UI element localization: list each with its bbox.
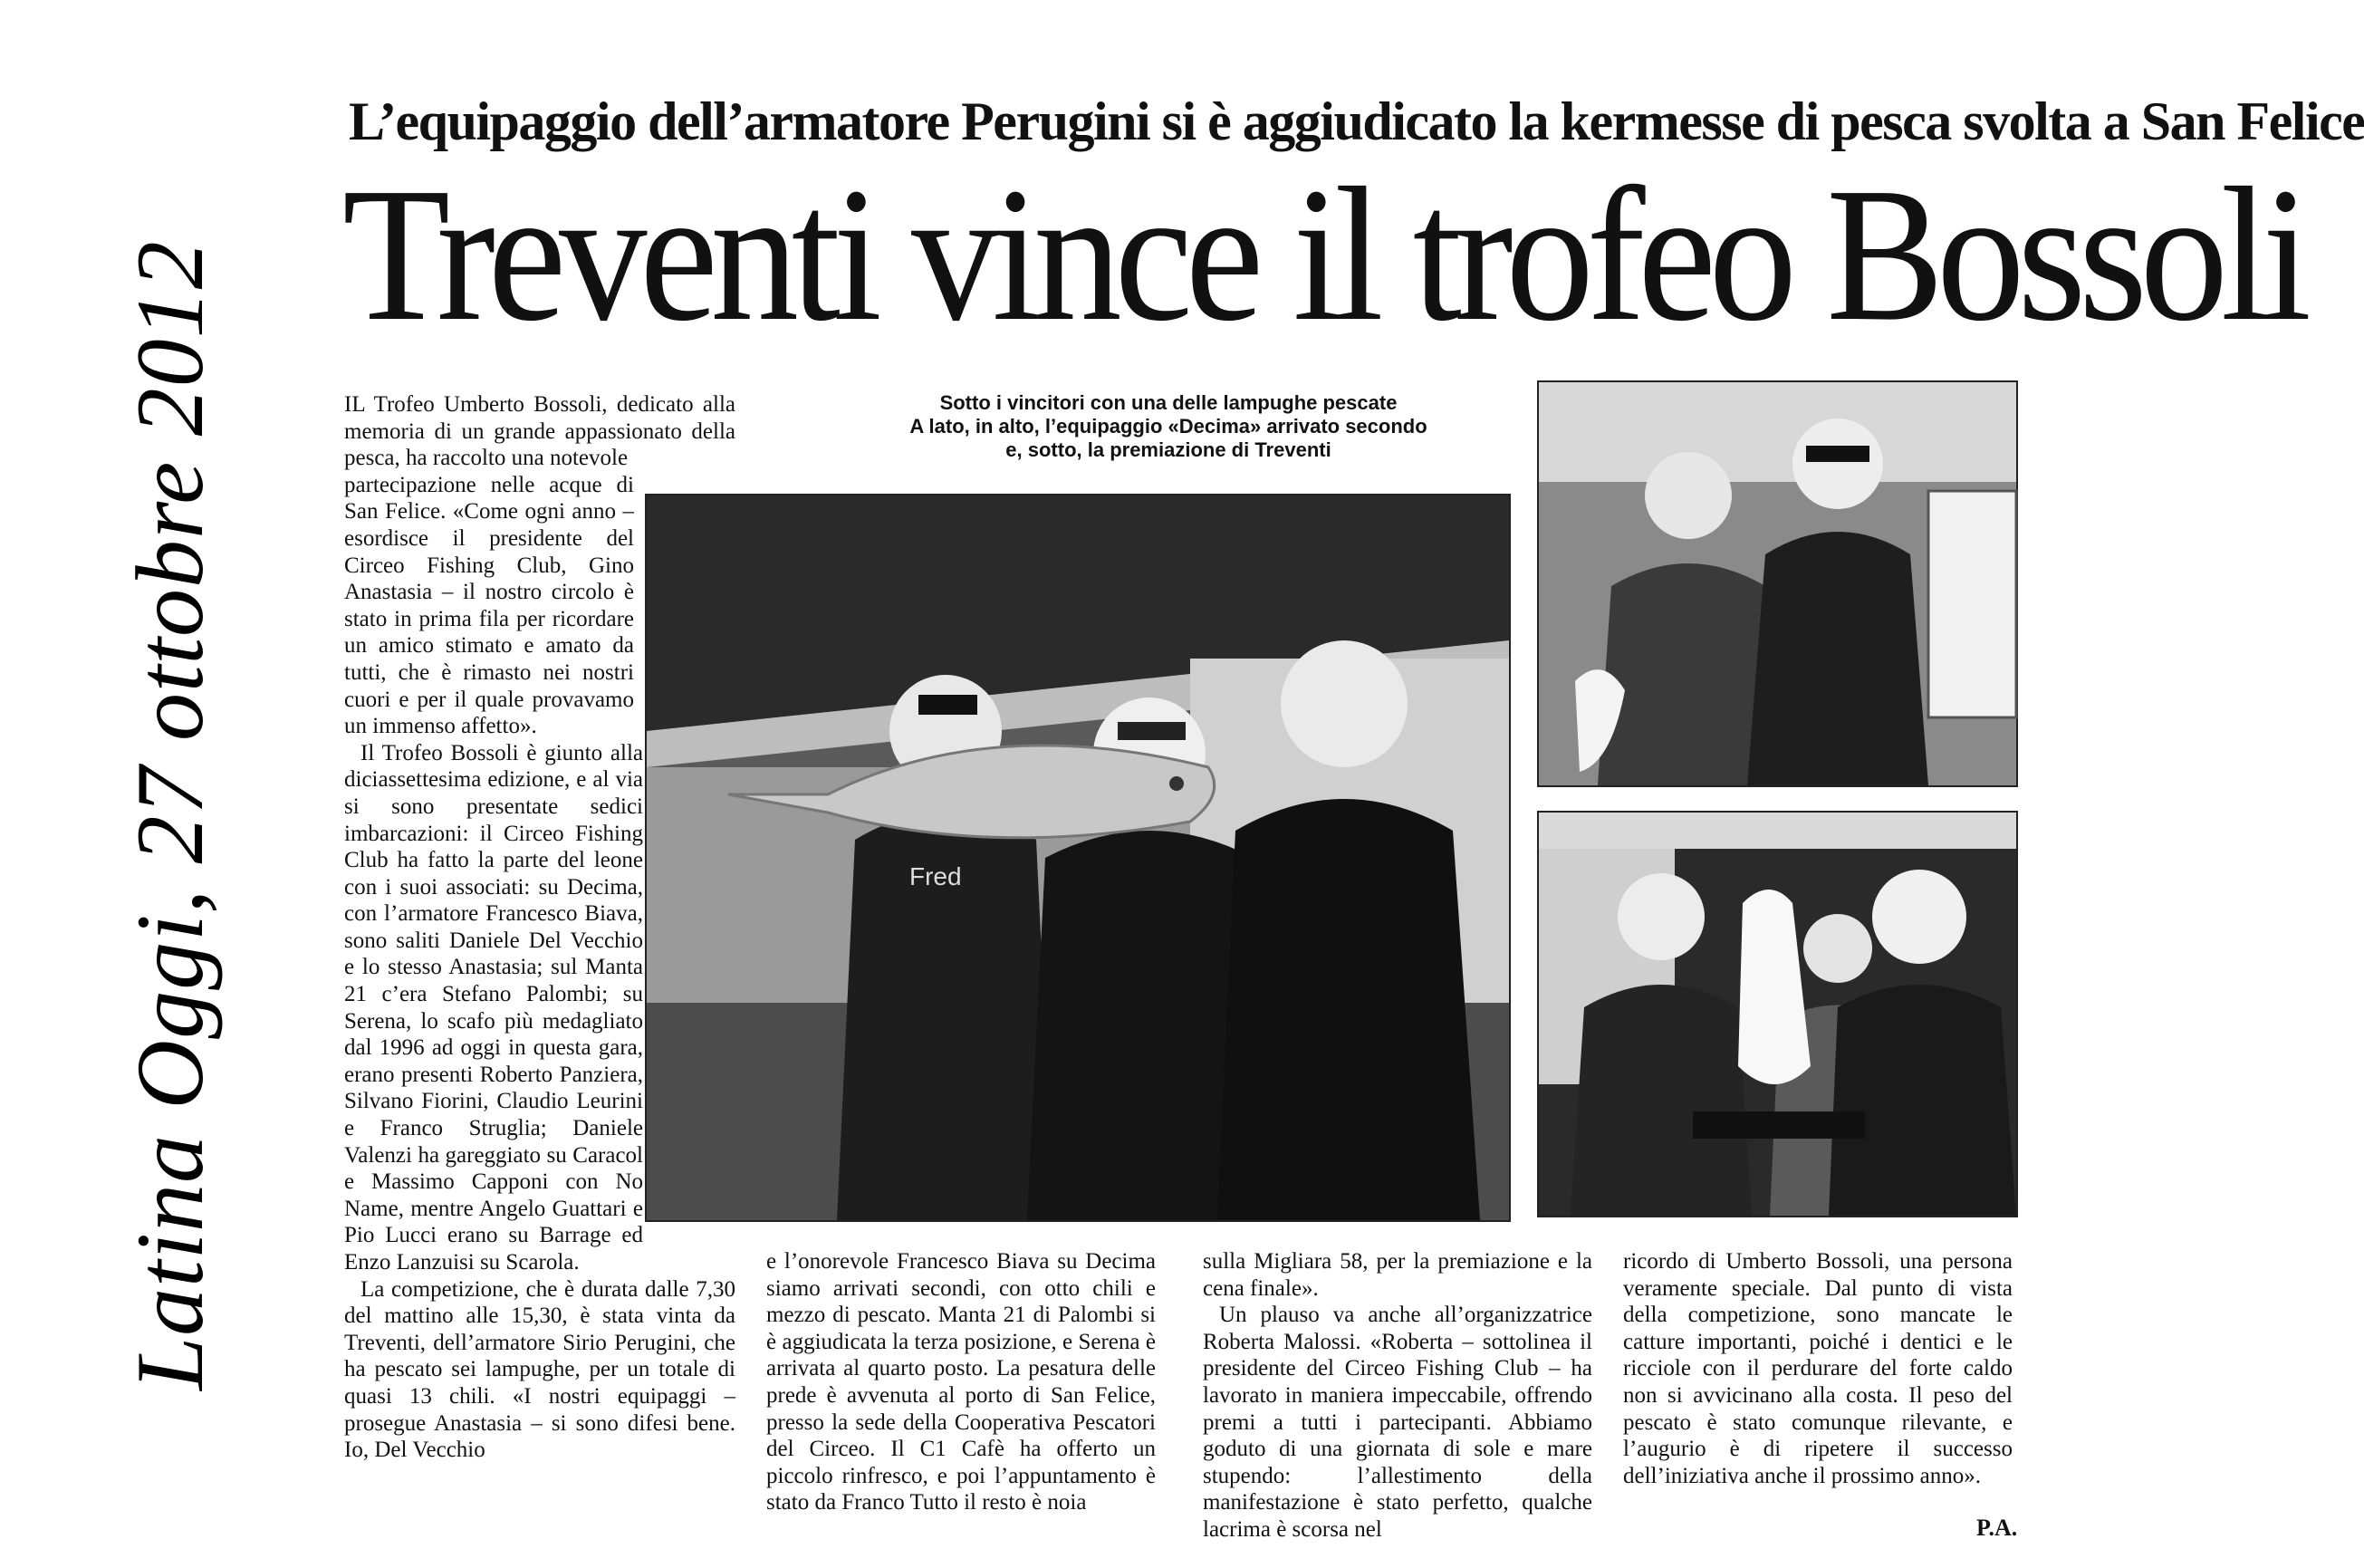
caption-line-3: e, sotto, la premiazione di Treventi xyxy=(1005,438,1331,461)
award-ceremony-image xyxy=(1539,813,2016,1216)
photo-caption xyxy=(815,391,1522,462)
article-headline: Treventi vince il trofeo Bossoli xyxy=(342,148,2304,361)
caption-line-1: Sotto i vincitori con una delle lampughe pescate xyxy=(939,391,1398,414)
crew-decima-photo xyxy=(1537,380,2018,787)
paragraph-participants: Il Trofeo Bossoli è giunto alla diciassettesima edizione, e al via si sono presentate sedici imbarcazioni: il Circeo Fishing Club ha fatto la parte del leone con i suoi associati: su Decima, con l’armatore Francesco Biava, sono saliti Daniele Del Vecchio e lo stesso Anastasia; sul Manta 21 c’era Stefano Palombi; su Serena, lo scafo più medagliato dal 1996 ad oggi in questa gara, erano presenti Roberto Panziera, Silvano Fiorini, Claudio Leurini e Franco Struglia; Daniele Valenzi ha gareggiato su Caracol e Massimo Capponi con No Name, mentre Angelo Guattari e Pio Lucci erano su Barrage ed Enzo Lanzuisi su Scarola. xyxy=(344,740,643,1275)
source-date-label: Latina Oggi, 27 ottobre 2012 xyxy=(117,240,223,1390)
paragraph-closing: ricordo di Umberto Bossoli, una persona veramente speciale. Dal punto di vista della competizione, sono mancate le catture importanti, poiché i dentici e le ricciole con il perdurare del forte caldo non si avvicinano alla costa. Il peso del pescato è stato comunque rilevante, e l’augurio è di ripetere il successo dell’iniziativa anche il prossimo anno». xyxy=(1623,1249,2013,1488)
paragraph-organizer: Un plauso va anche all’organizzatrice Roberta Malossi. «Roberta – sottolinea il presidente del Circeo Fishing Club – ha lavorato in maniera impeccabile, offrendo premi a tutti i partecipanti. Abbiamo goduto di una giornata di sole e mare stupendo: l’allestimento della manifestazione è stato perfetto, qualche lacrima è scorsa nel xyxy=(1203,1303,1592,1542)
author-byline: P.A. xyxy=(1976,1515,2018,1541)
winners-photo xyxy=(645,494,1511,1222)
winners-photo-image xyxy=(647,495,1509,1220)
award-ceremony-photo xyxy=(1537,811,2018,1217)
article-column-2 xyxy=(766,1248,1156,1516)
paragraph-intro-b: partecipazione nelle acque di San Felice. «Come ogni anno – esordisce il presidente del Circeo Fishing Club, Gino Anastasia – il nostro circolo è stato in prima fila per ricordare un amico stimato e amato da tutti, che è rimasto nei nostri cuori e per il quale provavamo un immenso affetto». xyxy=(344,472,634,739)
vertical-source-margin xyxy=(0,0,308,1568)
paragraph-intro-a: IL Trofeo Umberto Bossoli, dedicato alla memoria di un grande appassionato della pesca, ha raccolto una notevole xyxy=(344,392,735,471)
article-kicker: L’equipaggio dell’armatore Perugini si è aggiudicato la kermesse di pesca svolta a San Felice xyxy=(349,91,2364,151)
caption-line-2: A lato, in alto, l’equipaggio «Decima» arrivato secondo xyxy=(909,415,1427,438)
paragraph-results: e l’onorevole Francesco Biava su Decima siamo arrivati secondi, con otto chili e mezzo di pescato. Manta 21 di Palombi si è aggiudicata la terza posizione, e Serena è arrivata al quarto posto. La pesatura delle prede è avvenuta al porto di San Felice, presso la sede della Cooperativa Pescatori del Circeo. Il C1 Cafè ha offerto un piccolo rinfresco, e poi l’appuntamento è stato da Franco Tutto il resto è noia xyxy=(766,1249,1156,1515)
shirt-logo-text: Fred xyxy=(909,862,962,890)
paragraph-dinner: sulla Migliara 58, per la premiazione e la cena finale». xyxy=(1203,1249,1592,1301)
crew-decima-image xyxy=(1539,382,2016,785)
article-column-3 xyxy=(1203,1248,1592,1544)
paragraph-competition: La competizione, che è durata dalle 7,30 del mattino alle 15,30, è stata vinta da Treventi, dell’armatore Sirio Perugini, che ha pescato sei lampughe, per un totale di quasi 13 chili. «I nostri equipaggi – prosegue Anastasia – si sono difesi bene. Io, Del Vecchio xyxy=(344,1276,735,1463)
article-column-4 xyxy=(1623,1248,2013,1489)
